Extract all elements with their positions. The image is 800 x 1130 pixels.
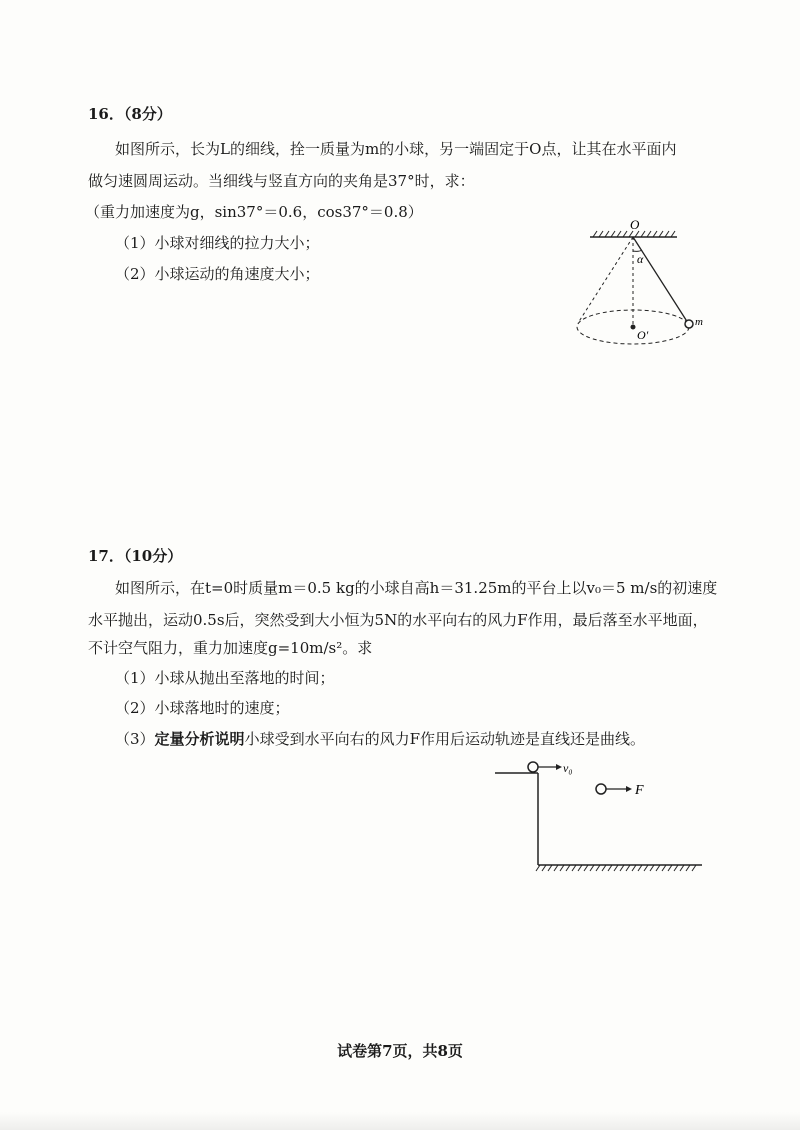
- q17-text-line3: 不计空气阻力，重力加速度g=10m/s²。求: [88, 639, 373, 657]
- q17-sub3-bold: 定量分析说明: [154, 730, 245, 748]
- ball-on-platform: [528, 762, 538, 772]
- label-O: O: [630, 217, 640, 232]
- v0-arrow-head: [556, 764, 562, 770]
- ball: [685, 320, 693, 328]
- q16-text-line1: 如图所示，长为L的细线，拴一质量为m的小球，另一端固定于O点，让其在水平面内: [115, 140, 677, 158]
- page-bottom-edge: [0, 1112, 800, 1130]
- q16-sub2: （2）小球运动的角速度大小；: [115, 265, 320, 283]
- q17-header: 17．（10分）: [88, 547, 183, 565]
- label-O-prime: O′: [637, 328, 649, 342]
- q17-sub3: [115, 729, 645, 749]
- q16-text-line3: （重力加速度为g，sin37°＝0.6，cos37°＝0.8）: [85, 203, 423, 221]
- center-point: [631, 325, 636, 330]
- q17-sub1: （1）小球从抛出至落地的时间；: [115, 669, 335, 687]
- page-footer: 试卷第7页，共8页: [337, 1042, 463, 1060]
- ball-in-air: [596, 784, 606, 794]
- q17-sub2: （2）小球落地时的速度；: [115, 699, 290, 717]
- conical-pendulum-figure: [565, 215, 725, 355]
- q16-header: 16．（8分）: [88, 105, 172, 123]
- q16-text-line2: 做匀速圆周运动。当细线与竖直方向的夹角是37°时，求：: [88, 172, 475, 190]
- ground-hatching: [536, 865, 696, 871]
- force-arrow-head: [626, 786, 632, 792]
- q16-sub1: （1）小球对细线的拉力大小；: [115, 234, 320, 252]
- projectile-figure: [490, 752, 710, 877]
- q17-sub3-rest: 小球受到水平向右的风力F作用后运动轨迹是直线还是曲线。: [244, 730, 645, 748]
- q17-text-line2: 水平抛出，运动0.5s后，突然受到大小恒为5N的水平向右的风力F作用，最后落至水平地面，: [88, 611, 708, 629]
- q17-text-line1: 如图所示，在t=0时质量m＝0.5 kg的小球自高h＝31.25m的平台上以v₀＝5 m/s的初速度: [115, 579, 718, 597]
- q17-sub3-prefix: （3）: [115, 730, 155, 748]
- label-v0: v₀: [563, 761, 573, 775]
- label-F: F: [635, 783, 644, 798]
- label-m: m: [695, 316, 703, 328]
- label-alpha: α: [637, 252, 644, 266]
